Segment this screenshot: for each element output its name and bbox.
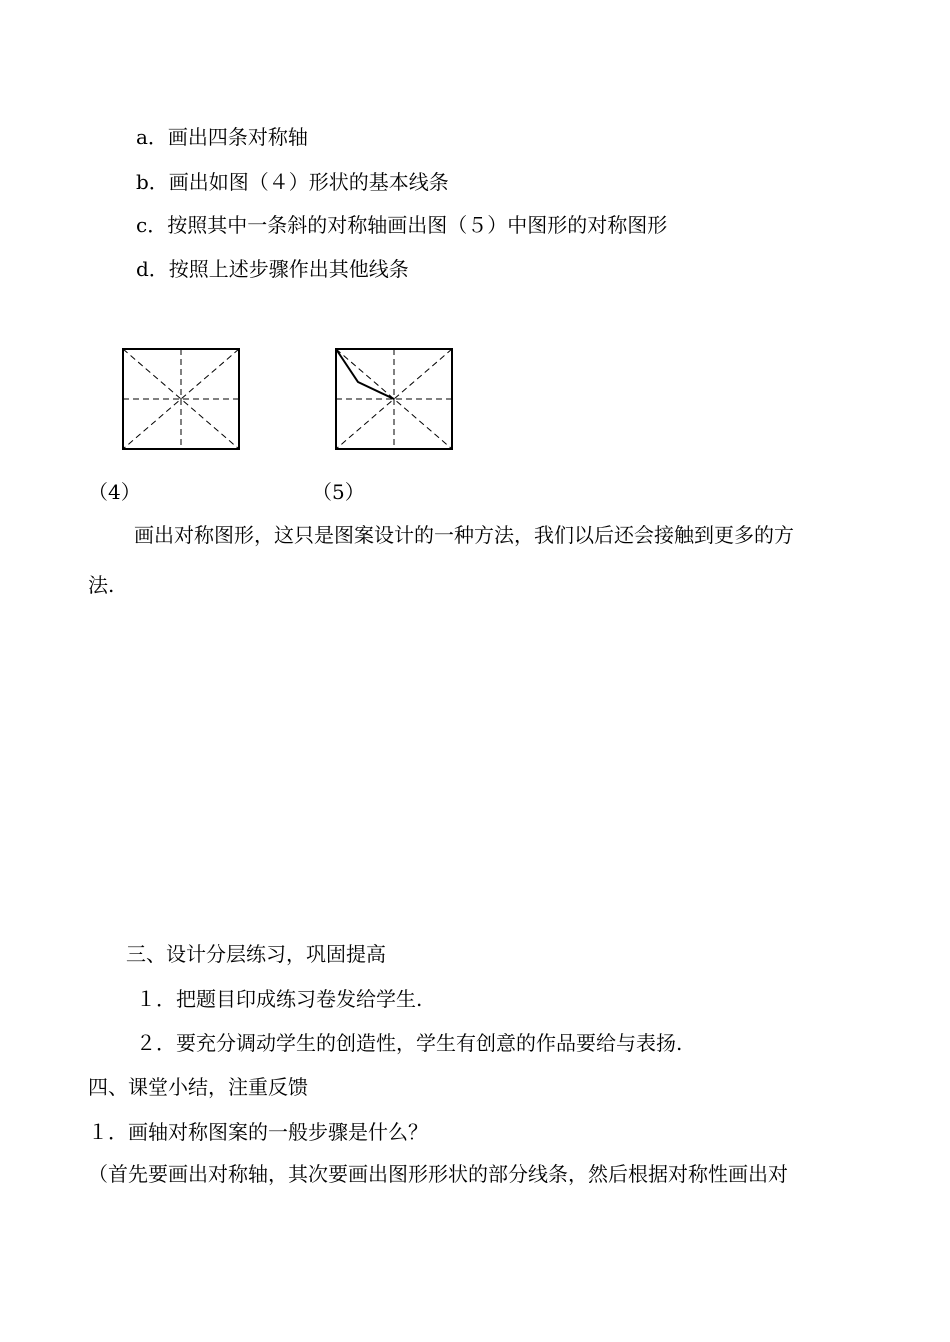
section-4-answer: （首先要画出对称轴，其次要画出图形形状的部分线条，然后根据对称性画出对 [88, 1162, 788, 1186]
step-d: d．按照上述步骤作出其他线条 [136, 257, 409, 281]
section-4-heading: 四、课堂小结，注重反馈 [88, 1075, 308, 1099]
section-3-item-1: １．把题目印成练习卷发给学生. [136, 987, 423, 1011]
step-b: b．画出如图（４）形状的基本线条 [136, 170, 449, 194]
figure-4-caption: （4） [88, 480, 141, 504]
paragraph-line-1: 画出对称图形，这只是图案设计的一种方法，我们以后还会接触到更多的方 [134, 523, 794, 547]
paragraph-line-2: 法. [88, 573, 115, 597]
step-a: a．画出四条对称轴 [136, 125, 308, 149]
section-3-heading: 三、设计分层练习，巩固提高 [126, 942, 386, 966]
figure-4 [120, 346, 244, 452]
section-3-item-2: ２．要充分调动学生的创造性，学生有创意的作品要给与表扬. [136, 1031, 683, 1055]
section-4-item-1: １．画轴对称图案的一般步骤是什么？ [88, 1120, 428, 1144]
figure-5-caption: （5） [312, 480, 365, 504]
figure-5 [333, 346, 457, 452]
step-c: c．按照其中一条斜的对称轴画出图（５）中图形的对称图形 [136, 213, 668, 237]
